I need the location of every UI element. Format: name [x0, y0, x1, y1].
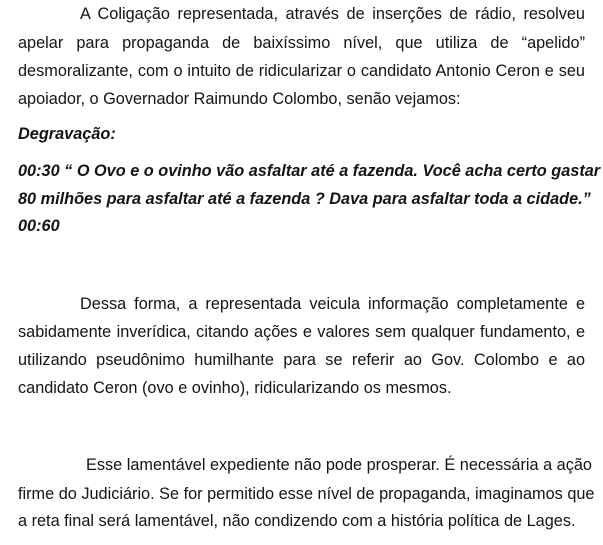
- paragraph-1-line-1: A Coligação representada, através de inserções de rádio, resolveu: [80, 5, 585, 23]
- paragraph-1-line-2: apelar para propaganda de baixíssimo nível, que utiliza de “apelido”: [18, 34, 585, 52]
- paragraph-1-line-4: apoiador, o Governador Raimundo Colombo, senão vejamos:: [18, 90, 461, 108]
- paragraph-1-line-3: desmoralizante, com o intuito de ridicularizar o candidato Antonio Ceron e seu: [18, 62, 585, 80]
- paragraph-2-line-2: sabidamente inverídica, citando ações e valores sem qualquer fundamento, e: [18, 323, 585, 341]
- paragraph-3-line-2: firme do Judiciário. Se for permitido esse nível de propaganda, imaginamos que: [18, 485, 595, 503]
- paragraph-2-line-4: candidato Ceron (ovo e ovinho), ridicularizando os mesmos.: [18, 379, 452, 397]
- transcript-timestamp-end: 00:60: [18, 217, 60, 235]
- paragraph-3-line-3: a reta final será lamentável, não condizendo com a história política de Lages.: [18, 512, 576, 530]
- paragraph-2-line-1: Dessa forma, a representada veicula informação completamente e: [80, 295, 585, 313]
- paragraph-2-line-3: utilizando pseudônimo humilhante para se referir ao Gov. Colombo e ao: [18, 351, 585, 369]
- transcript-line-1: 00:30 “ O Ovo e o ovinho vão asfaltar até a fazenda. Você acha certo gastar: [18, 162, 601, 180]
- transcript-heading: Degravação:: [18, 125, 116, 143]
- transcript-line-2: 80 milhões para asfaltar até a fazenda ? Dava para asfaltar toda a cidade.”: [18, 190, 591, 208]
- paragraph-3-line-1: Esse lamentável expediente não pode prosperar. É necessária a ação: [86, 456, 592, 474]
